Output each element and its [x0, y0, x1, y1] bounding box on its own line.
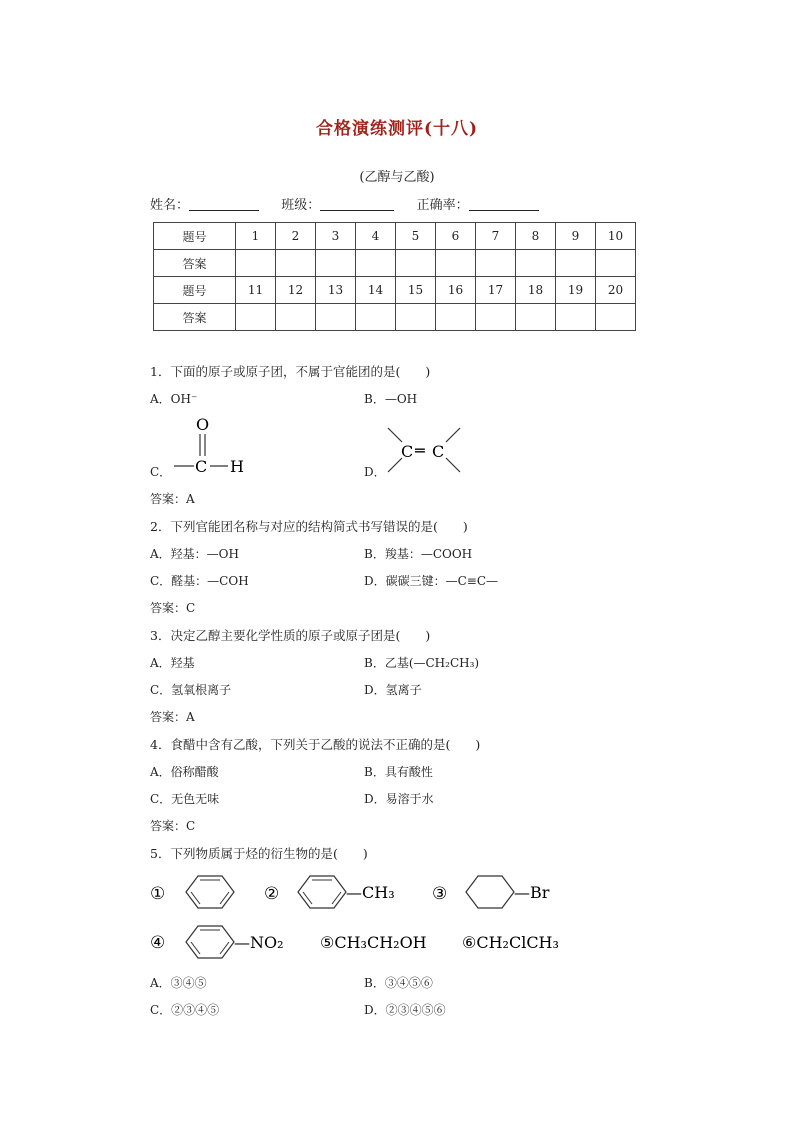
chloroethane-formula: ⑥CH₂ClCH₃ [462, 933, 559, 952]
page-subtitle: (乙醇与乙酸) [359, 170, 435, 185]
nitrobenzene-ring-icon [186, 926, 234, 958]
q5-stem: 5．下列物质属于烃的衍生物的是( ) [150, 846, 368, 861]
question-number: 19 [556, 277, 596, 304]
answer-cell[interactable] [476, 250, 516, 277]
name-field[interactable] [189, 196, 259, 211]
answer-cell[interactable] [516, 304, 556, 331]
q4-stem: 4．食醋中含有乙酸，下列关于乙酸的说法不正确的是( ) [150, 737, 481, 752]
student-info [150, 194, 539, 213]
nitro-group: —NO₂ [234, 933, 284, 952]
aldehyde-carbon: C [195, 457, 208, 476]
q2-option-b[interactable]: B．羧基：—COOH [364, 547, 473, 561]
question-number: 6 [436, 223, 476, 250]
answer-cell[interactable] [436, 250, 476, 277]
question-number: 7 [476, 223, 516, 250]
alkene-carbon-left: C [401, 442, 414, 461]
table-row [154, 304, 636, 331]
q1-answer: 答案：A [150, 492, 195, 506]
q1-option-d[interactable]: D． [364, 465, 386, 479]
q2-stem: 2．下列官能团名称与对应的结构简式书写错误的是( ) [150, 519, 468, 534]
q5-option-c[interactable]: C．②③④⑤ [150, 1003, 220, 1017]
question-number: 15 [396, 277, 436, 304]
question-number: 5 [396, 223, 436, 250]
question-number: 14 [356, 277, 396, 304]
answer-cell[interactable] [396, 304, 436, 331]
q4-option-d[interactable]: D．易溶于水 [364, 792, 434, 806]
answer-cell[interactable] [596, 250, 636, 277]
q4-option-a[interactable]: A．俗称醋酸 [150, 765, 219, 779]
question-number: 3 [316, 223, 356, 250]
aldehyde-oxygen: O [196, 415, 210, 434]
q2-answer: 答案：C [150, 601, 196, 615]
question-number: 12 [276, 277, 316, 304]
q3-option-b[interactable]: B．乙基(—CH₂CH₃) [364, 656, 480, 670]
class-field[interactable] [320, 196, 394, 211]
label-2: ② [264, 884, 280, 904]
q4-option-c[interactable]: C．无色无味 [150, 792, 220, 806]
row-label: 答案 [154, 250, 236, 277]
q2-option-a[interactable]: A．羟基：—OH [150, 547, 239, 561]
methyl-group: —CH₃ [346, 883, 395, 902]
answer-cell[interactable] [476, 304, 516, 331]
answer-cell[interactable] [276, 250, 316, 277]
table-row [154, 223, 636, 250]
answer-cell[interactable] [276, 304, 316, 331]
toluene-ring-icon [298, 876, 346, 908]
q3-answer: 答案：A [150, 710, 195, 724]
question-number: 10 [596, 223, 636, 250]
q2-option-d[interactable]: D．碳碳三键：—C≡C— [364, 574, 499, 588]
bromo-group: —Br [514, 883, 550, 902]
q2-option-c[interactable]: C．醛基：—COH [150, 574, 249, 588]
ethanol-formula: ⑤CH₃CH₂OH [320, 933, 427, 952]
answer-cell[interactable] [596, 304, 636, 331]
aldehyde-structure [168, 412, 258, 480]
row-label: 题号 [154, 223, 236, 250]
aldehyde-hydrogen: H [230, 457, 244, 476]
q5-structures [146, 866, 596, 966]
answer-cell[interactable] [436, 304, 476, 331]
class-label: 班级： [281, 198, 321, 213]
question-number: 16 [436, 277, 476, 304]
q3-option-c[interactable]: C．氢氧根离子 [150, 683, 232, 697]
q1-option-b[interactable]: B．—OH [364, 392, 418, 406]
double-bond: ═ [415, 441, 425, 460]
q3-option-a[interactable]: A．羟基 [150, 656, 195, 670]
rate-field[interactable] [469, 196, 539, 211]
answer-cell[interactable] [316, 304, 356, 331]
name-label: 姓名： [150, 198, 190, 213]
page-title: 合格演练测评(十八) [315, 119, 479, 139]
row-label: 答案 [154, 304, 236, 331]
label-1: ① [150, 884, 166, 904]
answer-cell[interactable] [516, 250, 556, 277]
question-number: 8 [516, 223, 556, 250]
question-number: 11 [236, 277, 276, 304]
answer-cell[interactable] [356, 304, 396, 331]
question-number: 1 [236, 223, 276, 250]
benzene-ring-icon [186, 876, 234, 908]
rate-label: 正确率： [416, 198, 469, 213]
question-number: 20 [596, 277, 636, 304]
q1-option-a[interactable]: A．OH⁻ [150, 392, 198, 406]
question-number: 9 [556, 223, 596, 250]
q5-option-d[interactable]: D．②③④⑤⑥ [364, 1003, 446, 1017]
answer-cell[interactable] [556, 250, 596, 277]
answer-cell[interactable] [556, 304, 596, 331]
answer-cell[interactable] [236, 304, 276, 331]
cyclohexane-ring-icon [466, 876, 514, 908]
table-row [154, 250, 636, 277]
alkene-carbon-right: C [432, 442, 445, 461]
q1-option-c[interactable]: C． [150, 465, 172, 479]
answer-cell[interactable] [396, 250, 436, 277]
question-number: 4 [356, 223, 396, 250]
label-3: ③ [432, 884, 448, 904]
q4-answer: 答案：C [150, 819, 196, 833]
row-label: 题号 [154, 277, 236, 304]
label-4: ④ [150, 933, 166, 953]
alkene-structure [384, 424, 464, 480]
q5-option-b[interactable]: B．③④⑤⑥ [364, 976, 433, 990]
answer-table [153, 222, 636, 331]
q4-option-b[interactable]: B．具有酸性 [364, 765, 433, 779]
q1-stem: 1．下面的原子或原子团，不属于官能团的是( ) [150, 364, 431, 379]
question-number: 13 [316, 277, 356, 304]
answer-cell[interactable] [236, 250, 276, 277]
q3-stem: 3．决定乙醇主要化学性质的原子或原子团是( ) [150, 628, 431, 643]
q3-option-d[interactable]: D．氢离子 [364, 683, 422, 697]
answer-cell[interactable] [316, 250, 356, 277]
answer-cell[interactable] [356, 250, 396, 277]
question-number: 17 [476, 277, 516, 304]
q5-option-a[interactable]: A．③④⑤ [150, 976, 207, 990]
question-number: 18 [516, 277, 556, 304]
table-row [154, 277, 636, 304]
question-number: 2 [276, 223, 316, 250]
